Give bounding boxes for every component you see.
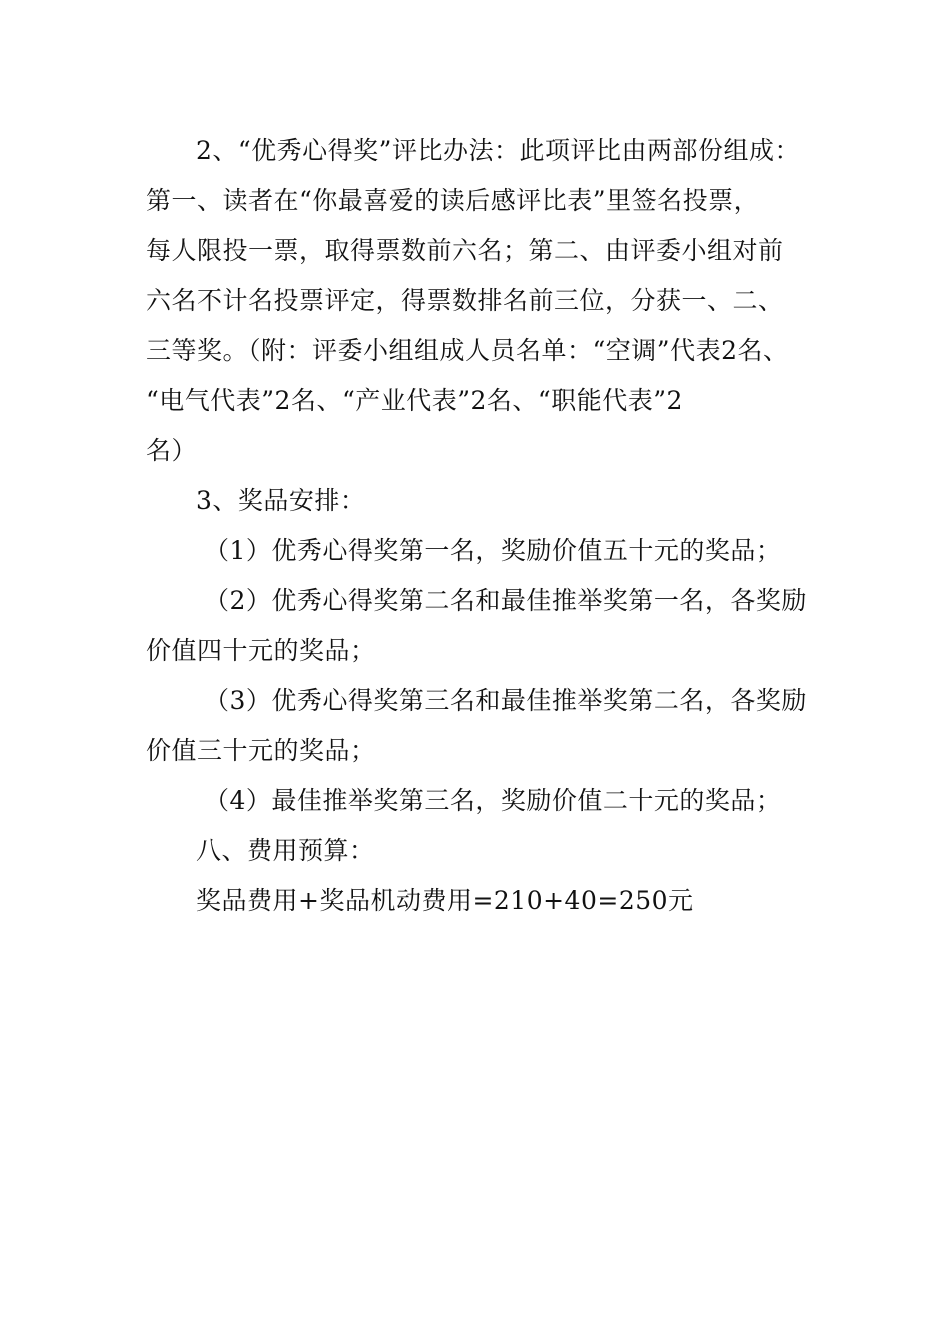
- list-item: （2）优秀心得奖第二名和最佳推举奖第一名，各奖励: [204, 586, 807, 615]
- list-item-continuation: 价值三十元的奖品；: [146, 736, 376, 765]
- section-heading: 3、奖品安排：: [196, 486, 366, 515]
- budget-line: 奖品费用+奖品机动费用=210+40=250元: [196, 886, 694, 915]
- list-item: （4）最佳推举奖第三名，奖励价值二十元的奖品；: [204, 786, 782, 815]
- paragraph-line: “电气代表”2名、“产业代表”2名、“职能代表”2: [146, 386, 683, 415]
- paragraph-line: 第一、读者在“你最喜爱的读后感评比表”里签名投票，: [146, 186, 760, 215]
- paragraph-line: 2、“优秀心得奖”评比办法：此项评比由两部份组成：: [196, 136, 800, 165]
- paragraph-line: 每人限投一票，取得票数前六名；第二、由评委小组对前: [146, 236, 784, 265]
- list-item-continuation: 价值四十元的奖品；: [146, 636, 376, 665]
- paragraph-line: 名）: [146, 436, 198, 465]
- list-item: （3）优秀心得奖第三名和最佳推举奖第二名，各奖励: [204, 686, 807, 715]
- list-item: （1）优秀心得奖第一名，奖励价值五十元的奖品；: [204, 536, 782, 565]
- paragraph-line: 三等奖。（附：评委小组组成人员名单：“空调”代表2名、: [146, 336, 789, 365]
- section-heading: 八、费用预算：: [196, 836, 375, 865]
- paragraph-line: 六名不计名投票评定，得票数排名前三位，分获一、二、: [146, 286, 784, 315]
